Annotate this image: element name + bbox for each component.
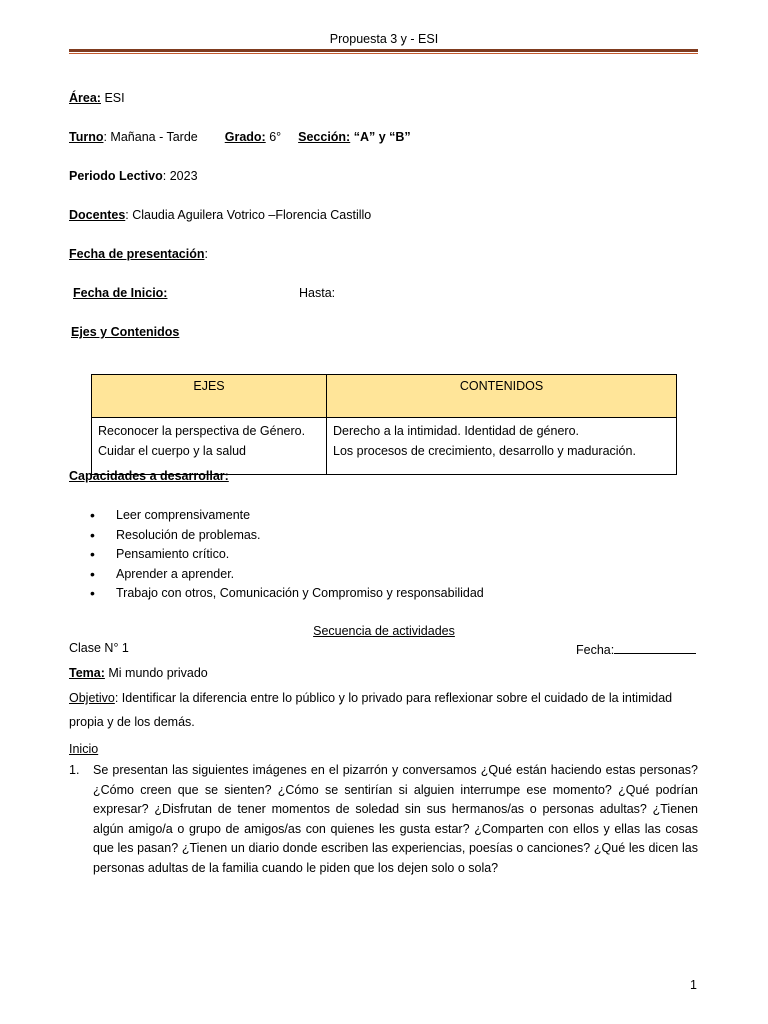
seccion-value: “A” y “B” — [350, 130, 411, 144]
clase-number: Clase N° 1 — [69, 641, 129, 655]
table-row — [92, 418, 677, 475]
list-item: • Pensamiento crítico. — [90, 545, 484, 565]
fecha-presentacion-value: : — [204, 247, 208, 261]
table-header-row — [92, 375, 677, 418]
tema-line — [69, 666, 208, 680]
list-item: • Resolución de problemas. — [90, 526, 484, 546]
list-item: • Leer comprensivamente — [90, 506, 484, 526]
docentes-label: Docentes — [69, 208, 126, 222]
page-number: 1 — [690, 978, 697, 992]
inicio-label: Inicio — [69, 742, 99, 756]
clase-fecha-label: Fecha: — [576, 643, 615, 657]
table-header-contenidos: CONTENIDOS — [327, 375, 677, 418]
grado-value: 6° — [265, 130, 282, 144]
fecha-inicio-label: Fecha de Inicio: — [73, 286, 168, 300]
header-rule-thin — [69, 53, 698, 54]
secuencia-title — [0, 624, 768, 638]
tema-label: Tema: — [69, 666, 105, 680]
list-item-number: 1. — [69, 763, 80, 777]
contenidos-cell — [327, 418, 677, 475]
ejes-cell — [92, 418, 327, 475]
page-header-title: Propuesta 3 y - ESI — [329, 32, 439, 46]
contenido-item: Derecho a la intimidad. Identidad de género. — [333, 424, 579, 438]
eje-item: Reconocer la perspectiva de Género. — [98, 424, 306, 438]
objetivo-value: : Identificar la diferencia entre lo público y lo privado para reflexionar sobre el cuidado de la intimidad propia y de los demás. — [69, 691, 673, 729]
ejes-contenidos-table — [91, 374, 677, 475]
docentes-line — [69, 208, 371, 222]
periodo-label: Periodo Lectivo — [69, 169, 163, 183]
capacidades-heading — [69, 469, 229, 483]
hasta-label: Hasta: — [299, 286, 336, 300]
capacidades-title: Capacidades a desarrollar: — [69, 469, 229, 483]
contenido-item: Los procesos de crecimiento, desarrollo y maduración. — [333, 443, 636, 458]
objetivo-label: Objetivo — [69, 691, 115, 705]
header-rule — [69, 49, 698, 52]
list-item: • Aprender a aprender. — [90, 565, 484, 585]
eje-item: Cuidar el cuerpo y la salud — [98, 443, 246, 458]
area-label: Área: — [69, 91, 101, 105]
turno-line — [69, 130, 411, 144]
tema-value: Mi mundo privado — [104, 666, 208, 680]
inicio-list — [69, 761, 698, 878]
turno-value: : Mañana - Tarde — [103, 130, 198, 144]
fecha-presentacion-line — [69, 247, 208, 261]
table-header-ejes: EJES — [92, 375, 327, 418]
secuencia-title-text: Secuencia de actividades — [313, 624, 455, 638]
grado-label: Grado: — [224, 130, 266, 144]
turno-label: Turno — [69, 130, 104, 144]
fecha-inicio-line — [73, 286, 167, 300]
clase-fecha — [576, 641, 696, 657]
docentes-value: : Claudia Aguilera Votrico –Florencia Castillo — [125, 208, 372, 222]
capacidades-list — [90, 506, 484, 604]
periodo-line — [69, 169, 198, 183]
area-value: ESI — [100, 91, 125, 105]
fecha-blank-line — [614, 641, 696, 654]
seccion-label: Sección: — [298, 130, 351, 144]
list-item-text: Se presentan las siguientes imágenes en el pizarrón y conversamos ¿Qué están haciendo estas personas? ¿Cómo creen que se sienten? ¿Cómo se sentirían si alguien interrumpe ese momento? ¿Qué podrían expresar? ¿Disfrutan de tener momentos de soledad sin sus hermanos/as o personas adultas? ¿Tienen algún amigo/a o grupo de amigos/as con quienes les gusta estar? ¿Comparten con ellos y ellas las cosas que les pasan? ¿Tienen un diario donde escriben las experiencias, poesías o canciones? ¿Qué les dicen las personas adultas de la familia cuando le piden que los dejen solo o sola? — [93, 763, 698, 875]
ejes-contenidos-label: Ejes y Contenidos — [71, 325, 180, 339]
area-line — [69, 91, 125, 105]
periodo-value: : 2023 — [162, 169, 198, 183]
objetivo-paragraph — [69, 686, 698, 734]
inicio-heading — [69, 742, 98, 756]
fecha-presentacion-label: Fecha de presentación — [69, 247, 205, 261]
list-item — [69, 761, 698, 878]
list-item: • Trabajo con otros, Comunicación y Compromiso y responsabilidad — [90, 584, 484, 604]
ejes-contenidos-heading — [71, 325, 179, 339]
